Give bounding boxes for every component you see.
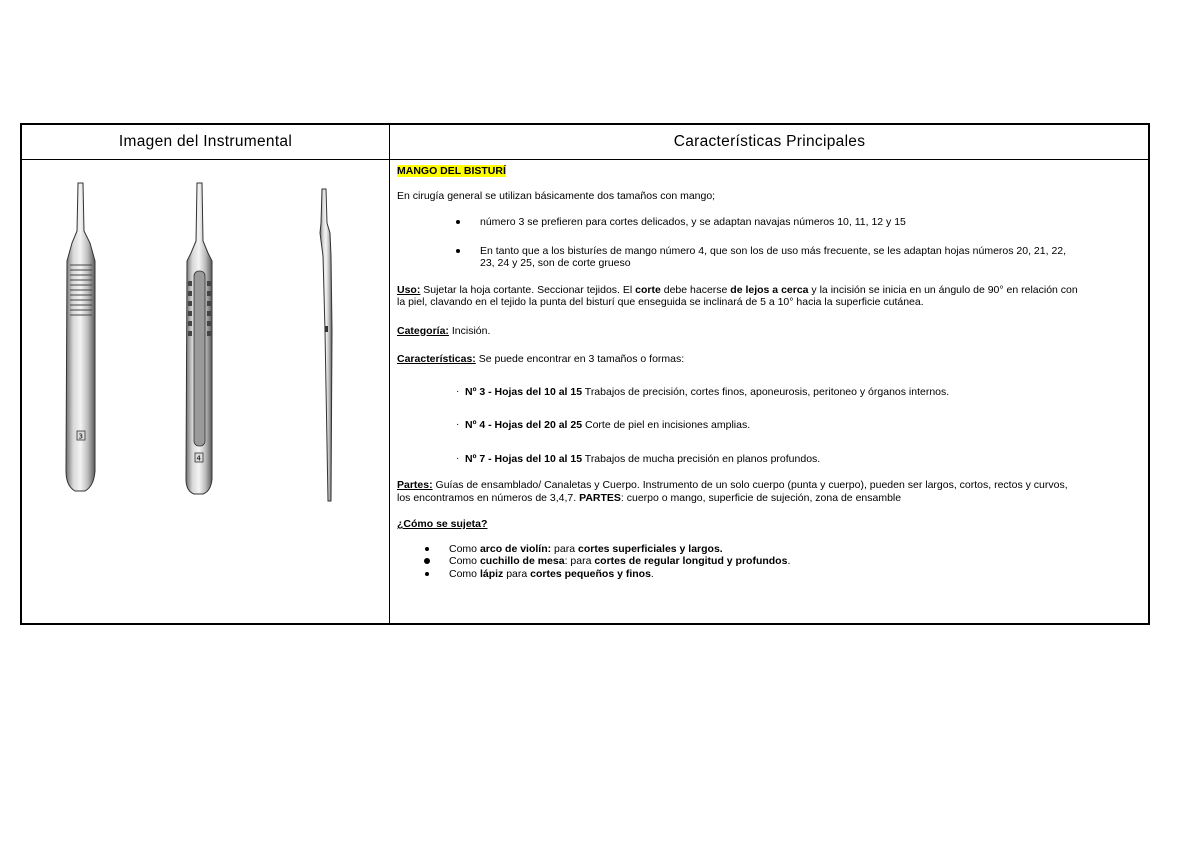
handle-number-4: 4 [196,454,201,463]
grip-bold: cortes de regular longitud y profundos [594,555,788,567]
list-item [397,419,1142,432]
list-item [397,453,1142,466]
list-item [397,555,1142,568]
instrument-image-cell [22,161,389,623]
uso-text: debe hacerse [660,283,731,296]
size-description: Trabajos de mucha precisión en planos profundos. [582,452,821,465]
header-image-column: Imagen del Instrumental [118,133,293,150]
scalpel-handles-illustration [22,161,387,625]
bullet-icon [425,547,429,551]
intro-text: En cirugía general se utilizan básicamente dos tamaños con mango; [397,189,716,202]
bullet-icon: · [456,419,460,430]
header-features-column: Características Principales [673,133,866,150]
bullet-icon: · [456,385,460,397]
bullet-text: número 3 se prefieren para cortes delicados, y se adaptan navajas números 10, 11, 12 y 15 [480,216,906,228]
grip-text: Como [449,542,480,555]
grip-text: Como [449,555,480,567]
uso-text-line2: la piel, clavando en el tejido la punta del bisturí que enseguida se inclinará de 5 a 10° hacia la superficie cutánea. [397,296,924,308]
categoria-label: Categoría: [397,324,449,337]
caracteristicas-value: Se puede encontrar en 3 tamaños o formas: [475,353,685,365]
grip-text: Como [449,567,480,580]
list-item [397,245,1142,270]
size-description: Trabajos de precisión, cortes finos, aponeurosis, peritoneo y órganos internos. [582,385,950,398]
uso-bold: corte [635,283,661,296]
caracteristicas-label: Características: [397,353,476,365]
partes-text: : cuerpo o mango, superficie de sujeción, zona de ensamble [620,491,902,504]
list-item [397,386,1142,399]
grip-bold: cortes pequeños y finos [530,567,651,580]
features-text-cell [397,165,1142,580]
column-divider [389,125,390,623]
uso-label: Uso: [397,283,421,296]
caracteristicas-paragraph [397,353,1142,366]
bullet-text-continued: 23, 24 y 25, son de corte grueso [480,257,631,269]
grip-text: . [650,567,654,580]
grip-text: : para [564,555,595,567]
bullet-text: En tanto que a los bisturíes de mango número 4, que son los de uso más frecuente, se les adaptan hojas números 20, 21, 22, [480,244,1067,257]
partes-label: Partes: [397,479,433,491]
size-description: Corte de piel en incisiones amplias. [582,419,751,431]
size-label: Nº 4 - Hojas del 20 al 25 [465,419,583,431]
grip-text: para [503,567,531,580]
list-item [397,543,1142,556]
categoria-value: Incisión. [448,324,491,337]
grip-bold: arco de violín: [479,542,552,555]
size-label: Nº 3 - Hojas del 10 al 15 [465,385,583,398]
bullet-icon [425,572,429,576]
bullet-icon: · [456,452,460,464]
bullet-icon [456,220,460,224]
handle-number-3: 3 [78,432,83,441]
categoria-paragraph [397,325,1142,338]
como-se-sujeta-heading: ¿Cómo se sujeta? [397,518,488,530]
list-item [397,216,1142,229]
partes-bold: PARTES [579,491,621,504]
list-item [397,568,1142,581]
scalpel-handle-no4 [186,183,212,494]
partes-line2 [397,492,1142,505]
partes-text: los encontramos en números de 3,4,7. [397,491,580,504]
grip-bold: cortes superficiales y largos. [577,542,723,555]
uso-bold: de lejos a cerca [730,283,809,296]
header-divider [22,159,1148,160]
grip-text: para [551,542,578,555]
bullet-icon [424,558,430,564]
uso-text: Sujetar la hoja cortante. Seccionar tejidos. El [420,283,636,296]
uso-text: y la incisión se inicia en un ángulo de 90° en relación con [808,283,1078,296]
section-title: MANGO DEL BISTURÍ [397,165,506,177]
grip-bold: cuchillo de mesa [479,555,565,567]
partes-text: Guías de ensamblado/ Canaletas y Cuerpo. Instrumento de un solo cuerpo (punta y cuerpo), pueden ser largos, cortos, rectos y curvos, [432,479,1068,491]
bullet-icon [456,249,460,253]
grip-bold: lápiz [479,567,504,580]
instrument-table [20,123,1150,625]
size-label: Nº 7 - Hojas del 10 al 15 [465,452,583,465]
partes-paragraph [397,479,1142,492]
scalpel-handle-no7-profile [320,189,332,501]
grip-text: . [787,555,791,567]
scalpel-handle-no3 [66,183,95,491]
uso-paragraph [397,284,1142,297]
